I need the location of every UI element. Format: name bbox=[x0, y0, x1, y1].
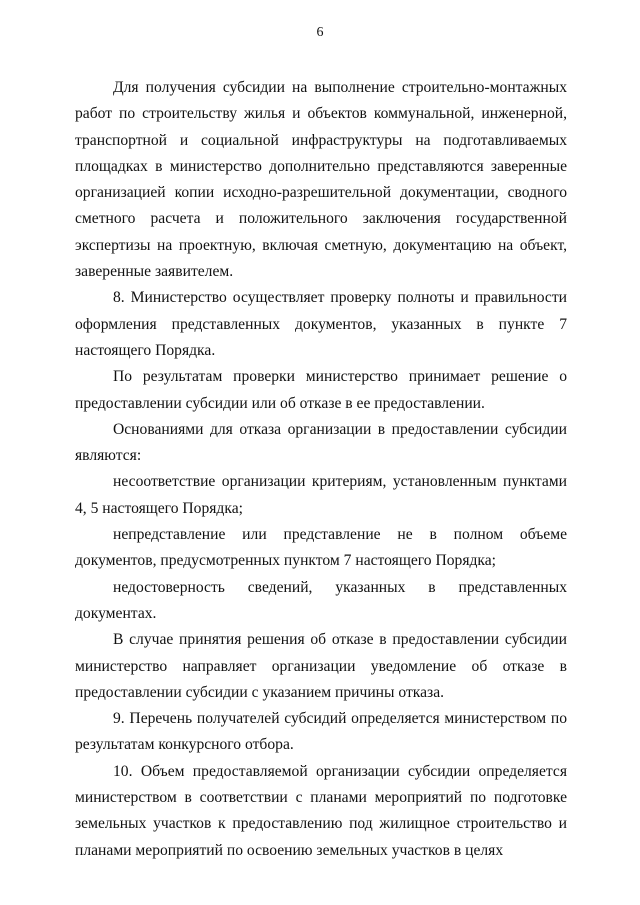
paragraph-item-8: 8. Министерство осуществляет проверку полноты и правильности оформления представленных документов, указанных в пункте 7 настоящего Порядка. bbox=[75, 289, 567, 359]
document-body bbox=[75, 75, 567, 864]
paragraph-item-9: 9. Перечень получателей субсидий определяется министерством по результатам конкурсного отбора. bbox=[75, 710, 567, 754]
paragraph-refusal-notice: В случае принятия решения об отказе в предоставлении субсидии министерство направляет организации уведомление об отказе в предоставлении субсидии с указанием причины отказа. bbox=[75, 631, 567, 701]
page-number: 6 bbox=[316, 25, 324, 40]
paragraph-item-10: 10. Объем предоставляемой организации субсидии определяется министерством в соответствии с планами мероприятий по подготовке земельных участков к предоставлению под жилищное строительство и планами мероприятий по освоению земельных участков в целях bbox=[75, 762, 567, 859]
refusal-ground-inaccurate-info: недостоверность сведений, указанных в представленных документах. bbox=[75, 578, 567, 622]
refusal-ground-missing-documents: непредставление или представление не в полном объеме документов, предусмотренных пунктом 7 настоящего Порядка; bbox=[75, 526, 567, 570]
paragraph-documents-for-construction-subsidy: Для получения субсидии на выполнение строительно-монтажных работ по строительству жилья и объектов коммунальной, инженерной, транспортной и социальной инфраструктуры на подготавливаемых площадках в министерство дополнительно представляются заверенные организацией копии исходно-разрешительной документации, сводного сметного расчета и положительного заключения государственной экспертизы на проектную, включая сметную, документацию на объект, заверенные заявителем. bbox=[75, 79, 567, 281]
paragraph-decision: По результатам проверки министерство принимает решение о предоставлении субсидии или об отказе в ее предоставлении. bbox=[75, 368, 567, 412]
refusal-ground-criteria: несоответствие организации критериям, установленным пунктами 4, 5 настоящего Порядка; bbox=[75, 473, 567, 517]
paragraph-refusal-grounds: Основаниями для отказа организации в предоставлении субсидии являются: bbox=[75, 420, 567, 465]
